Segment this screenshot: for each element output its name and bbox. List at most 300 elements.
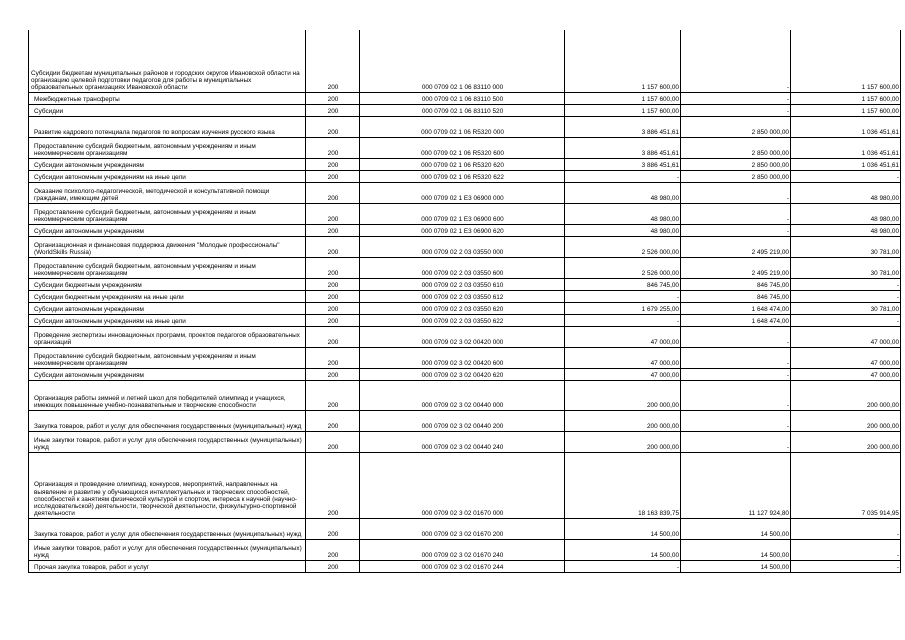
row-name: Прочая закупка товаров, работ и услуг bbox=[34, 564, 150, 572]
row-classification-code-cell bbox=[360, 539, 565, 560]
row-approved-amount: - bbox=[676, 318, 679, 326]
row-classification-code: 000 0709 02 1 06 R5320 000 bbox=[421, 129, 504, 137]
row-remaining-amount: 47 000,00 bbox=[870, 372, 899, 380]
table-row bbox=[29, 326, 901, 347]
row-approved-amount: 200 000,00 bbox=[647, 402, 679, 410]
row-executed-amount: 2 850 000,00 bbox=[751, 150, 789, 158]
row-remaining-amount: 30 781,00 bbox=[870, 249, 899, 257]
row-remaining-amount-cell bbox=[791, 290, 901, 302]
row-executed-amount: - bbox=[786, 108, 789, 116]
row-line-code-cell bbox=[306, 104, 360, 116]
table-row bbox=[29, 380, 901, 410]
row-classification-code-cell bbox=[360, 410, 565, 431]
row-name: Проведение экспертизы инновационных программ, проектов педагогов образовательных организаций bbox=[34, 332, 300, 347]
row-executed-amount-cell bbox=[681, 347, 791, 368]
row-name-cell bbox=[29, 224, 306, 236]
row-approved-amount: 2 526 000,00 bbox=[641, 249, 679, 257]
row-remaining-amount-cell bbox=[791, 224, 901, 236]
row-name-cell bbox=[29, 380, 306, 410]
row-line-code-cell bbox=[306, 158, 360, 170]
row-name-cell bbox=[29, 290, 306, 302]
row-name-cell bbox=[29, 104, 306, 116]
row-line-code-cell bbox=[306, 302, 360, 314]
row-classification-code: 000 0709 02 2 03 03550 620 bbox=[421, 306, 504, 314]
row-remaining-amount: 47 000,00 bbox=[870, 339, 899, 347]
row-executed-amount: 2 850 000,00 bbox=[751, 129, 789, 137]
row-name: Оказание психолого-педагогической, методической и консультативной помощи гражданам, имеющим детей bbox=[34, 188, 270, 203]
row-remaining-amount-cell bbox=[791, 116, 901, 137]
row-remaining-amount: 30 781,00 bbox=[870, 270, 899, 278]
row-remaining-amount: - bbox=[896, 294, 899, 302]
row-name-cell bbox=[29, 518, 306, 539]
row-name-cell bbox=[29, 452, 306, 518]
table-row bbox=[29, 203, 901, 224]
row-approved-amount-cell bbox=[565, 410, 681, 431]
table-row bbox=[29, 30, 901, 92]
row-remaining-amount-cell bbox=[791, 452, 901, 518]
row-name-cell bbox=[29, 410, 306, 431]
row-approved-amount-cell bbox=[565, 236, 681, 257]
row-remaining-amount: 48 980,00 bbox=[870, 228, 899, 236]
row-remaining-amount-cell bbox=[791, 92, 901, 104]
row-remaining-amount: - bbox=[896, 174, 899, 182]
row-executed-amount-cell bbox=[681, 257, 791, 278]
row-executed-amount: - bbox=[786, 216, 789, 224]
row-approved-amount: 47 000,00 bbox=[650, 339, 679, 347]
row-classification-code: 000 0709 02 1 06 R5320 600 bbox=[421, 150, 504, 158]
row-executed-amount-cell bbox=[681, 104, 791, 116]
row-name: Субсидии автономным учреждениям bbox=[34, 162, 144, 170]
row-classification-code: 000 0709 02 1 06 R5320 620 bbox=[421, 162, 504, 170]
row-classification-code-cell bbox=[360, 380, 565, 410]
row-line-code: 200 bbox=[327, 306, 339, 314]
table-row bbox=[29, 224, 901, 236]
row-classification-code-cell bbox=[360, 290, 565, 302]
row-line-code-cell bbox=[306, 257, 360, 278]
table-row bbox=[29, 410, 901, 431]
row-approved-amount-cell bbox=[565, 116, 681, 137]
row-line-code: 200 bbox=[327, 339, 339, 347]
row-name-cell bbox=[29, 30, 306, 92]
row-approved-amount-cell bbox=[565, 170, 681, 182]
row-approved-amount-cell bbox=[565, 224, 681, 236]
row-approved-amount-cell bbox=[565, 431, 681, 452]
row-approved-amount: 1 157 600,00 bbox=[641, 96, 679, 104]
table-row bbox=[29, 278, 901, 290]
row-approved-amount-cell bbox=[565, 278, 681, 290]
row-name: Организация и проведение олимпиад, конкурсов, мероприятий, направленных на выявление и развитие у обучающихся интеллектуальных и творческих способностей, способностей к занятиям физической культурой и спортом, интереса к научной (научно-исследовательской) деятельности, творческой деятельности, физкультурно-спортивной деятельности bbox=[34, 481, 298, 518]
table-row bbox=[29, 116, 901, 137]
row-classification-code-cell bbox=[360, 326, 565, 347]
row-executed-amount: 2 850 000,00 bbox=[751, 162, 789, 170]
row-classification-code: 000 0709 02 2 03 03550 612 bbox=[421, 294, 504, 302]
row-remaining-amount-cell bbox=[791, 257, 901, 278]
row-classification-code-cell bbox=[360, 104, 565, 116]
row-name-cell bbox=[29, 116, 306, 137]
row-classification-code-cell bbox=[360, 278, 565, 290]
row-executed-amount-cell bbox=[681, 182, 791, 203]
row-classification-code: 000 0709 02 1 06 R5320 622 bbox=[421, 174, 504, 182]
row-classification-code: 000 0709 02 3 02 00420 620 bbox=[421, 372, 504, 380]
row-classification-code: 000 0709 02 2 03 03550 610 bbox=[421, 282, 504, 290]
row-line-code: 200 bbox=[327, 108, 339, 116]
table-row bbox=[29, 236, 901, 257]
row-approved-amount-cell bbox=[565, 452, 681, 518]
row-approved-amount-cell bbox=[565, 539, 681, 560]
row-name-cell bbox=[29, 137, 306, 158]
row-approved-amount-cell bbox=[565, 368, 681, 380]
row-remaining-amount-cell bbox=[791, 518, 901, 539]
row-remaining-amount: 1 157 600,00 bbox=[861, 96, 899, 104]
table-body bbox=[29, 30, 901, 572]
row-line-code-cell bbox=[306, 326, 360, 347]
row-approved-amount: 200 000,00 bbox=[647, 444, 679, 452]
row-approved-amount: 18 163 839,75 bbox=[638, 510, 679, 518]
row-line-code-cell bbox=[306, 224, 360, 236]
row-executed-amount-cell bbox=[681, 203, 791, 224]
row-name: Субсидии бюджетным учреждениям на иные цели bbox=[34, 294, 184, 302]
row-executed-amount-cell bbox=[681, 314, 791, 326]
row-remaining-amount: 1 157 600,00 bbox=[861, 108, 899, 116]
row-approved-amount-cell bbox=[565, 158, 681, 170]
row-line-code: 200 bbox=[327, 318, 339, 326]
row-remaining-amount-cell bbox=[791, 203, 901, 224]
row-name: Организация работы зимней и летней школ для победителей олимпиад и учащихся, имеющих повышенные учебно-познавательные и творческие способности bbox=[34, 395, 286, 410]
row-remaining-amount-cell bbox=[791, 137, 901, 158]
row-executed-amount-cell bbox=[681, 560, 791, 572]
row-executed-amount: - bbox=[786, 195, 789, 203]
row-approved-amount-cell bbox=[565, 92, 681, 104]
row-name-cell bbox=[29, 302, 306, 314]
row-name: Предоставление субсидий бюджетным, автономным учреждениям и иным некоммерческим организациям bbox=[34, 353, 256, 368]
row-name-cell bbox=[29, 431, 306, 452]
row-classification-code: 000 0709 02 3 02 00440 000 bbox=[421, 402, 504, 410]
row-approved-amount: 1 679 255,00 bbox=[641, 306, 679, 314]
row-name-cell bbox=[29, 347, 306, 368]
row-executed-amount: - bbox=[786, 402, 789, 410]
row-line-code: 200 bbox=[327, 129, 339, 137]
row-line-code-cell bbox=[306, 431, 360, 452]
row-name: Субсидии автономным учреждениям bbox=[34, 372, 144, 380]
row-executed-amount-cell bbox=[681, 236, 791, 257]
row-name: Закупка товаров, работ и услуг для обеспечения государственных (муниципальных) нужд bbox=[34, 423, 302, 431]
row-executed-amount-cell bbox=[681, 137, 791, 158]
row-line-code: 200 bbox=[327, 162, 339, 170]
row-remaining-amount-cell bbox=[791, 278, 901, 290]
row-name-cell bbox=[29, 203, 306, 224]
row-executed-amount: 2 495 219,00 bbox=[751, 249, 789, 257]
row-executed-amount: - bbox=[786, 423, 789, 431]
row-name: Предоставление субсидий бюджетным, автономным учреждениям и иным некоммерческим организациям bbox=[34, 143, 256, 158]
row-remaining-amount-cell bbox=[791, 368, 901, 380]
row-classification-code: 000 0709 02 1 06 83110 520 bbox=[421, 108, 504, 116]
row-line-code-cell bbox=[306, 116, 360, 137]
row-approved-amount: 200 000,00 bbox=[647, 423, 679, 431]
row-line-code-cell bbox=[306, 380, 360, 410]
row-line-code-cell bbox=[306, 170, 360, 182]
row-name-cell bbox=[29, 278, 306, 290]
row-name-cell bbox=[29, 92, 306, 104]
row-line-code-cell bbox=[306, 539, 360, 560]
row-line-code-cell bbox=[306, 452, 360, 518]
row-remaining-amount-cell bbox=[791, 539, 901, 560]
row-approved-amount: 14 500,00 bbox=[650, 531, 679, 539]
row-classification-code: 000 0709 02 1 E3 06900 000 bbox=[421, 195, 504, 203]
row-remaining-amount-cell bbox=[791, 326, 901, 347]
table-row bbox=[29, 257, 901, 278]
row-approved-amount: 1 157 600,00 bbox=[641, 108, 679, 116]
row-approved-amount: 3 886 451,61 bbox=[641, 150, 679, 158]
row-executed-amount-cell bbox=[681, 368, 791, 380]
row-classification-code: 000 0709 02 3 02 00420 000 bbox=[421, 339, 504, 347]
row-classification-code-cell bbox=[360, 368, 565, 380]
table-row bbox=[29, 452, 901, 518]
row-line-code-cell bbox=[306, 137, 360, 158]
row-classification-code-cell bbox=[360, 257, 565, 278]
row-approved-amount-cell bbox=[565, 30, 681, 92]
row-name-cell bbox=[29, 182, 306, 203]
row-classification-code-cell bbox=[360, 158, 565, 170]
row-executed-amount: 846 745,00 bbox=[757, 294, 789, 302]
row-line-code: 200 bbox=[327, 96, 339, 104]
row-line-code-cell bbox=[306, 278, 360, 290]
table-row bbox=[29, 560, 901, 572]
row-name: Иные закупки товаров, работ и услуг для обеспечения государственных (муниципальных) нужд bbox=[34, 545, 302, 560]
row-executed-amount: 11 127 924,80 bbox=[748, 510, 789, 518]
row-remaining-amount: 47 000,00 bbox=[870, 360, 899, 368]
row-line-code-cell bbox=[306, 30, 360, 92]
row-line-code-cell bbox=[306, 236, 360, 257]
row-remaining-amount-cell bbox=[791, 104, 901, 116]
row-approved-amount-cell bbox=[565, 104, 681, 116]
row-classification-code-cell bbox=[360, 431, 565, 452]
row-line-code: 200 bbox=[327, 150, 339, 158]
row-approved-amount: 3 886 451,61 bbox=[641, 162, 679, 170]
row-approved-amount-cell bbox=[565, 347, 681, 368]
row-executed-amount-cell bbox=[681, 302, 791, 314]
row-line-code: 200 bbox=[327, 282, 339, 290]
row-remaining-amount: 1 036 451,61 bbox=[861, 162, 899, 170]
row-line-code: 200 bbox=[327, 249, 339, 257]
row-classification-code: 000 0709 02 1 06 83110 000 bbox=[421, 84, 504, 92]
row-classification-code: 000 0709 02 3 02 00440 240 bbox=[421, 444, 504, 452]
row-remaining-amount-cell bbox=[791, 158, 901, 170]
row-executed-amount: - bbox=[786, 444, 789, 452]
row-approved-amount: 48 980,00 bbox=[650, 216, 679, 224]
row-remaining-amount-cell bbox=[791, 182, 901, 203]
row-classification-code: 000 0709 02 1 E3 06900 600 bbox=[421, 216, 504, 224]
row-approved-amount-cell bbox=[565, 257, 681, 278]
table-row bbox=[29, 137, 901, 158]
row-classification-code: 000 0709 02 3 02 01670 244 bbox=[421, 564, 504, 572]
row-remaining-amount-cell bbox=[791, 347, 901, 368]
row-executed-amount: 2 850 000,00 bbox=[751, 174, 789, 182]
row-classification-code-cell bbox=[360, 92, 565, 104]
row-name: Субсидии автономным учреждениям на иные цели bbox=[34, 174, 186, 182]
row-name: Закупка товаров, работ и услуг для обеспечения государственных (муниципальных) нужд bbox=[34, 531, 302, 539]
row-remaining-amount: 1 036 451,61 bbox=[861, 129, 899, 137]
row-line-code-cell bbox=[306, 203, 360, 224]
row-name: Организационная и финансовая поддержка движения "Молодые профессионалы" (WorldSkills Russia) bbox=[34, 242, 280, 257]
table-row bbox=[29, 182, 901, 203]
table-row bbox=[29, 539, 901, 560]
row-executed-amount-cell bbox=[681, 30, 791, 92]
row-name-cell bbox=[29, 158, 306, 170]
row-remaining-amount-cell bbox=[791, 170, 901, 182]
table-row bbox=[29, 290, 901, 302]
row-name: Предоставление субсидий бюджетным, автономным учреждениям и иным некоммерческим организациям bbox=[34, 263, 256, 278]
row-line-code: 200 bbox=[327, 360, 339, 368]
row-classification-code-cell bbox=[360, 236, 565, 257]
row-executed-amount-cell bbox=[681, 431, 791, 452]
row-line-code: 200 bbox=[327, 510, 339, 518]
row-name: Предоставление субсидий бюджетным, автономным учреждениям и иным некоммерческим организациям bbox=[34, 209, 256, 224]
row-remaining-amount-cell bbox=[791, 380, 901, 410]
row-executed-amount-cell bbox=[681, 539, 791, 560]
table-row bbox=[29, 170, 901, 182]
table-row bbox=[29, 368, 901, 380]
table-row bbox=[29, 302, 901, 314]
row-remaining-amount: 7 035 914,95 bbox=[861, 510, 899, 518]
row-executed-amount: - bbox=[786, 372, 789, 380]
row-executed-amount: 2 495 219,00 bbox=[751, 270, 789, 278]
row-name: Субсидии автономным учреждениям bbox=[34, 228, 144, 236]
row-line-code-cell bbox=[306, 347, 360, 368]
row-approved-amount: 14 500,00 bbox=[650, 552, 679, 560]
row-classification-code: 000 0709 02 3 02 01670 240 bbox=[421, 552, 504, 560]
row-executed-amount: - bbox=[786, 228, 789, 236]
row-name: Межбюджетные трансферты bbox=[34, 96, 120, 104]
row-name-cell bbox=[29, 314, 306, 326]
row-remaining-amount: 200 000,00 bbox=[867, 444, 899, 452]
row-approved-amount-cell bbox=[565, 137, 681, 158]
row-name-cell bbox=[29, 170, 306, 182]
row-executed-amount-cell bbox=[681, 278, 791, 290]
row-remaining-amount-cell bbox=[791, 236, 901, 257]
row-name: Субсидии автономным учреждениям на иные цели bbox=[34, 318, 186, 326]
row-remaining-amount: 48 980,00 bbox=[870, 195, 899, 203]
row-classification-code: 000 0709 02 3 02 00440 200 bbox=[421, 423, 504, 431]
row-remaining-amount: - bbox=[896, 552, 899, 560]
row-classification-code-cell bbox=[360, 137, 565, 158]
table-row bbox=[29, 518, 901, 539]
row-executed-amount-cell bbox=[681, 224, 791, 236]
row-classification-code: 000 0709 02 2 03 03550 600 bbox=[421, 270, 504, 278]
row-remaining-amount-cell bbox=[791, 30, 901, 92]
row-line-code: 200 bbox=[327, 372, 339, 380]
row-classification-code-cell bbox=[360, 518, 565, 539]
table-row bbox=[29, 347, 901, 368]
table-row bbox=[29, 431, 901, 452]
row-line-code-cell bbox=[306, 368, 360, 380]
row-line-code-cell bbox=[306, 290, 360, 302]
row-classification-code: 000 0709 02 2 03 03550 000 bbox=[421, 249, 504, 257]
row-executed-amount: 1 648 474,00 bbox=[751, 318, 789, 326]
table-row bbox=[29, 104, 901, 116]
row-approved-amount: 2 526 000,00 bbox=[641, 270, 679, 278]
row-executed-amount: 1 648 474,00 bbox=[751, 306, 789, 314]
row-executed-amount-cell bbox=[681, 410, 791, 431]
row-approved-amount: 3 886 451,61 bbox=[641, 129, 679, 137]
row-approved-amount-cell bbox=[565, 203, 681, 224]
row-name-cell bbox=[29, 326, 306, 347]
row-remaining-amount: 30 781,00 bbox=[870, 306, 899, 314]
row-line-code-cell bbox=[306, 314, 360, 326]
row-line-code: 200 bbox=[327, 531, 339, 539]
row-executed-amount-cell bbox=[681, 92, 791, 104]
row-classification-code: 000 0709 02 1 06 83110 500 bbox=[421, 96, 504, 104]
row-executed-amount: - bbox=[786, 360, 789, 368]
row-classification-code: 000 0709 02 3 02 01670 200 bbox=[421, 531, 504, 539]
budget-execution-table bbox=[28, 30, 901, 573]
row-classification-code-cell bbox=[360, 452, 565, 518]
row-classification-code-cell bbox=[360, 302, 565, 314]
row-classification-code: 000 0709 02 3 02 01670 000 bbox=[421, 510, 504, 518]
row-remaining-amount: 1 036 451,61 bbox=[861, 150, 899, 158]
row-remaining-amount: - bbox=[896, 318, 899, 326]
table-row bbox=[29, 314, 901, 326]
row-name-cell bbox=[29, 236, 306, 257]
row-approved-amount: 846 745,00 bbox=[647, 282, 679, 290]
row-line-code-cell bbox=[306, 560, 360, 572]
row-classification-code-cell bbox=[360, 314, 565, 326]
row-approved-amount: 48 980,00 bbox=[650, 228, 679, 236]
row-line-code: 200 bbox=[327, 195, 339, 203]
row-classification-code-cell bbox=[360, 560, 565, 572]
row-line-code-cell bbox=[306, 92, 360, 104]
row-name-cell bbox=[29, 368, 306, 380]
row-remaining-amount: 200 000,00 bbox=[867, 423, 899, 431]
row-approved-amount: 47 000,00 bbox=[650, 360, 679, 368]
row-line-code: 200 bbox=[327, 216, 339, 224]
row-approved-amount: 48 980,00 bbox=[650, 195, 679, 203]
row-remaining-amount: 48 980,00 bbox=[870, 216, 899, 224]
row-approved-amount-cell bbox=[565, 302, 681, 314]
row-executed-amount: 846 745,00 bbox=[757, 282, 789, 290]
row-line-code-cell bbox=[306, 410, 360, 431]
row-name: Развитие кадрового потенциала педагогов по вопросам изучения русского языка bbox=[34, 129, 275, 137]
row-line-code: 200 bbox=[327, 228, 339, 236]
row-remaining-amount-cell bbox=[791, 314, 901, 326]
row-classification-code: 000 0709 02 2 03 03550 622 bbox=[421, 318, 504, 326]
row-name: Субсидии бюджетным учреждениям bbox=[34, 282, 142, 290]
row-approved-amount-cell bbox=[565, 290, 681, 302]
row-classification-code-cell bbox=[360, 170, 565, 182]
row-line-code: 200 bbox=[327, 552, 339, 560]
row-name-cell bbox=[29, 539, 306, 560]
row-classification-code-cell bbox=[360, 203, 565, 224]
row-approved-amount-cell bbox=[565, 560, 681, 572]
row-classification-code: 000 0709 02 1 E3 06900 620 bbox=[421, 228, 504, 236]
row-remaining-amount-cell bbox=[791, 302, 901, 314]
row-executed-amount-cell bbox=[681, 326, 791, 347]
row-name: Субсидии bbox=[34, 108, 64, 116]
row-classification-code-cell bbox=[360, 30, 565, 92]
row-approved-amount-cell bbox=[565, 182, 681, 203]
row-approved-amount: - bbox=[676, 174, 679, 182]
row-remaining-amount: - bbox=[896, 282, 899, 290]
row-name: Субсидии автономным учреждениям bbox=[34, 306, 144, 314]
row-executed-amount-cell bbox=[681, 116, 791, 137]
row-executed-amount: - bbox=[786, 96, 789, 104]
row-line-code-cell bbox=[306, 182, 360, 203]
row-approved-amount-cell bbox=[565, 314, 681, 326]
row-name: Иные закупки товаров, работ и услуг для обеспечения государственных (муниципальных) нужд bbox=[34, 437, 302, 452]
row-line-code: 200 bbox=[327, 402, 339, 410]
row-executed-amount-cell bbox=[681, 158, 791, 170]
row-executed-amount-cell bbox=[681, 518, 791, 539]
row-approved-amount: - bbox=[676, 564, 679, 572]
